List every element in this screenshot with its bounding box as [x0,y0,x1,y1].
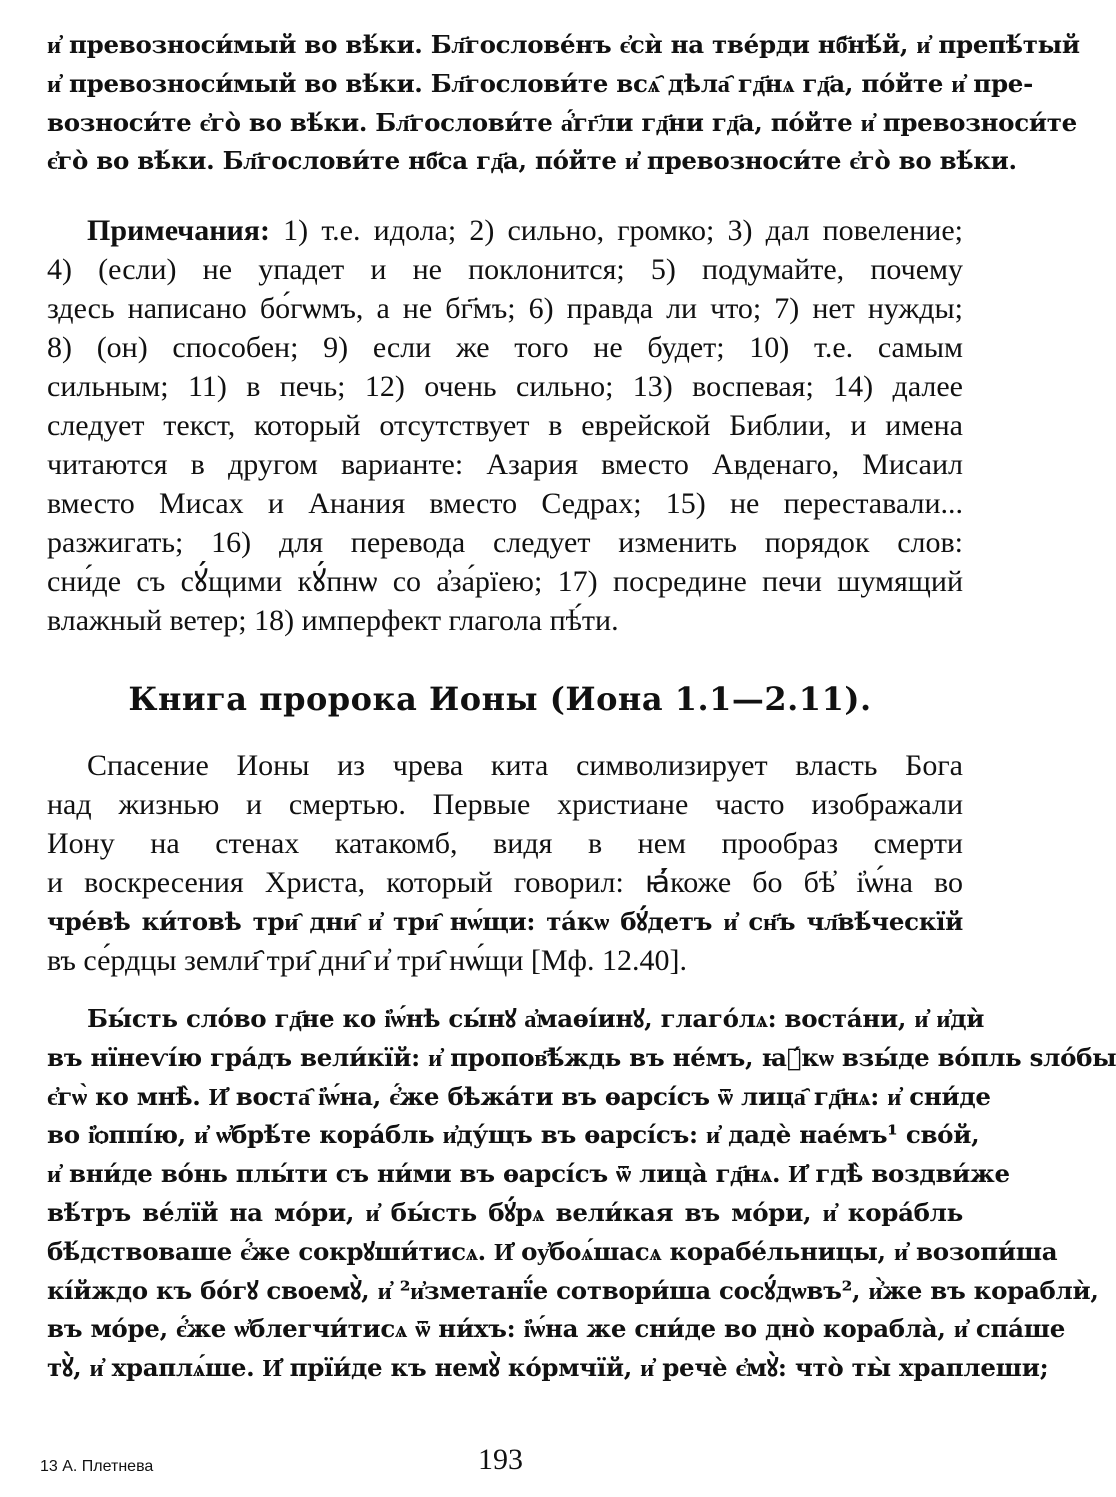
text-line: Бы́сть сло́во гд҃не ко і҆ѡ́нѣ сы́нꙋ а҆маѳі́инꙋ, глаго́лѧ: воста́ни, и҆ и҆дѝ [87,1004,985,1033]
notes-line: влажный ветер; 18) имперфект глагола пѣ́ти. [47,604,619,637]
intro-line: Иону на стенах катакомб, видя в нем прообраз смерти [47,827,963,860]
notes-line: 8) (он) способен; 9) если же того не будет; 10) т.е. самым [47,331,963,364]
text-line: и҆ вни́де во́нь плы́ти съ ни́ми въ ѳарсі́съ ѿ лица̀ гд҃нѧ. И҆ гдѣ̀ воздви́же [47,1159,1010,1189]
notes-line: сильным; 11) в печь; 12) очень сильно; 13) воспевая; 14) далее [47,370,963,403]
church-slavonic-block-top [47,26,1080,181]
intro-line: Спасение Ионы из чрева кита символизирует власть Бога [87,749,963,782]
intro-line: и воскресения Христа, который говорил: ꙗ҆́коже бо бѣ҆ і҆ѡ́на во [47,866,963,899]
text-line: є҆го̀ во вѣ́ки. Бл҃гослови́те нб҃са гд҃а, по́йте и҆ превозноси́те є҆го̀ во вѣ́ки. [47,146,1017,176]
text-line: и҆ превозноси́мый во вѣ́ки. Бл҃гослове́нъ є҆сѝ на тве́рди нб҃нѣ́й, и҆ препѣ́тый [47,30,1080,59]
text-line: бѣ́дствоваше є҆́же сокрꙋши́тисѧ. И҆ оу҆боѧ́шасѧ корабе́льницы, и҆ возопи́ша [47,1236,1058,1266]
text-line: и҆ превозноси́мый во вѣ́ки. Бл҃гослови́те всѧ҄ дѣла҄ гд҃нѧ гд҃а, по́йте и҆ пре- [47,68,1033,98]
text-line: возноси́те є҆го̀ во вѣ́ки. Бл҃гослови́те а҆́гг҃ли гд҃ни гд҃а, по́йте и҆ превозноси́те [47,107,1077,137]
notes-block [47,211,963,640]
notes-line: вместо Мисах и Анания вместо Седрах; 15) не переставали... [47,487,963,520]
page-number: 193 [478,1443,523,1476]
notes-line: здесь написано бо́гѡмъ, а не бг҃мъ; 6) правда ли что; 7) нет нужды; [47,292,963,325]
notes-line: читаются в другом варианте: Азария вместо Авденаго, Мисаил [47,448,963,481]
notes-label: Примечания: [87,214,271,247]
notes-line: 4) (если) не упадет и не поклонится; 5) подумайте, почему [47,253,963,286]
intro-line: над жизнью и смертью. Первые христиане часто изображали [47,788,963,821]
notes-line: разжигать; 16) для перевода следует изменить порядок слов: [47,526,963,559]
text-line: въ мо́ре, є҆́же ѡ҆блегчи́тисѧ ѿ ни́хъ: і҆ѡ́на же сни́де во дно̀ корабла̀, и҆ спа́ше [47,1314,1066,1344]
text-line: кі́йждо къ бо́гꙋ своемꙋ̀, и҆ ²и҆зметанї́е сотвори́ша сосꙋ́дѡвъ², и҆̀же въ кораблѝ, [47,1275,1099,1305]
intro-line: чре́вѣ ки́товѣ три҄ дни҄ и҆ три҄ нѡ́щи: та́кѡ бꙋ́детъ и҆ сн҃ъ чл҃вѣ́ческїй [47,907,963,936]
printer-signature: 13 А. Плетнева [40,1458,154,1475]
notes-line: сни́де съ сꙋ́щими кꙋ́пнѡ со а҆за́рїею; 17) посредине печи шумящий [47,565,963,598]
intro-paragraph [47,746,963,980]
text-line: є҆гѡ̀ ко мнѣ̀. И҆ воста҄ і҆ѡ́на, є҆́же бѣжа́ти въ ѳарсі́съ ѿ лица҄ гд҃нѧ: и҆ сни́де [47,1081,991,1111]
section-heading: Книга пророка Ионы (Иона 1.1—2.11). [128,680,872,718]
text-line: вѣ́тръ ве́лїй на мо́ри, и҆ бы́сть бꙋ́рѧ вели́кая въ мо́ри, и҆ кора́бль [47,1197,963,1227]
text-line: во і҆ѻппі́ю, и҆ ѡ҆брѣ́те кора́бль и҆ду́щъ въ ѳарсі́съ: и҆ дадѐ нае́мъ¹ сво́й, [47,1120,980,1150]
text-line: въ нїнеѵі́ю гра́дъ вели́кїй: и҆ пропов҃ѣ́ждь въ не́мъ, ꙗ҆́кѡ взы́де во́пль ѕло́бы [47,1042,1116,1072]
notes-line: Примечания: 1) т.е. идола; 2) сильно, громко; 3) дал повеление; [87,214,963,247]
church-slavonic-block-jonah [47,1000,1116,1388]
text-line: тꙋ̀, и҆ храплѧ́ше. И҆ прїи́де къ немꙋ̀ ко́рмчїй, и҆ речѐ є҆мꙋ̀: что̀ ты̀ храплеши; [47,1353,1049,1383]
notes-line: следует текст, который отсутствует в еврейской Библии, и имена [47,409,963,442]
intro-line: въ се́рдцы земли҄ три҄ дни҄ и҆ три҄ нѡ́щи [Мф. 12.40]. [47,944,687,977]
